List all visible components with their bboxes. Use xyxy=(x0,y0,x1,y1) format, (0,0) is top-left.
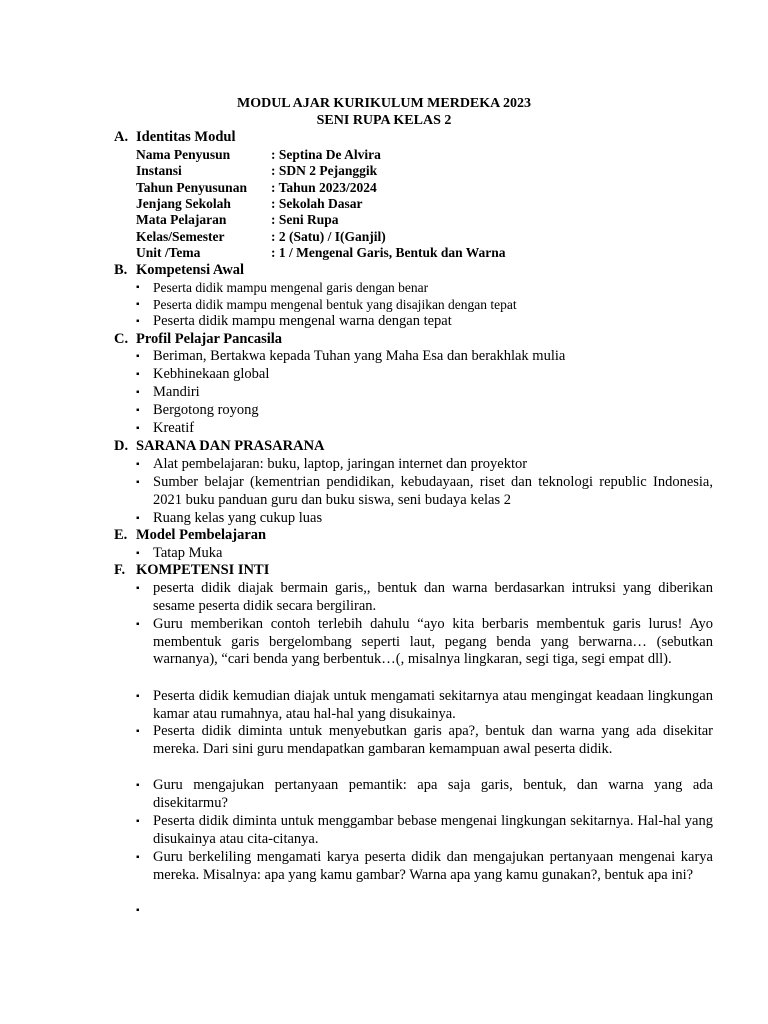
identitas-value: : SDN 2 Pejanggik xyxy=(271,163,378,178)
identitas-key: Instansi xyxy=(136,163,182,178)
identitas-key: Tahun Penyusunan xyxy=(136,180,247,195)
list-item-text: Peserta didik mampu mengenal bentuk yang disajikan dengan tepat xyxy=(153,297,517,312)
bullet-icon: ▪ xyxy=(136,316,140,327)
identitas-value: : 2 (Satu) / I(Ganjil) xyxy=(271,229,386,244)
section-label: SARANA DAN PRASARANA xyxy=(136,438,325,454)
section-label: KOMPETENSI INTI xyxy=(136,562,270,578)
section-letter: C. xyxy=(114,331,129,347)
identitas-row xyxy=(136,212,339,228)
bullet-icon: ▪ xyxy=(136,513,140,524)
identitas-value: : Sekolah Dasar xyxy=(271,196,363,211)
identitas-row xyxy=(136,245,506,261)
document-subtitle: SENI RUPA KELAS 2 xyxy=(316,113,452,128)
list-item-text: Kebhinekaan global xyxy=(153,366,270,382)
bullet-icon: ▪ xyxy=(136,691,140,702)
bullet-icon: ▪ xyxy=(136,583,140,594)
bullet-icon: ▪ xyxy=(136,852,140,863)
list-item-text: Peserta didik diminta untuk menyebutkan garis apa?, bentuk dan warna yang ada disekitar mereka. Dari sini guru mendapatkan gambaran kemampuan awal peserta didik. xyxy=(153,723,713,757)
bullet-icon: ▪ xyxy=(136,405,140,416)
bullet-icon: ▪ xyxy=(136,477,140,488)
identitas-key: Kelas/Semester xyxy=(136,229,225,244)
section-letter: A. xyxy=(114,129,129,145)
bullet-icon: ▪ xyxy=(136,459,140,470)
list-item-text: Tatap Muka xyxy=(153,545,223,561)
identitas-row xyxy=(136,196,363,212)
list-item-text: Peserta didik kemudian diajak untuk mengamati sekitarnya atau mengingat keadaan lingkungan kamar atau rumahnya, atau hal-hal yang disukainya. xyxy=(153,688,713,722)
bullet-icon: ▪ xyxy=(136,387,140,398)
identitas-value: : Seni Rupa xyxy=(271,212,339,227)
identitas-row xyxy=(136,147,381,163)
list-item-text: peserta didik diajak bermain garis,, bentuk dan warna berdasarkan intruksi yang diberikan sesame peserta didik secara bergiliran. xyxy=(153,580,713,614)
list-item-text: Guru berkeliling mengamati karya peserta didik dan mengajukan pertanyaan mengenai karya mereka. Misalnya: apa yang kamu gambar? Warna apa yang kamu gunakan?, bentuk apa ini? xyxy=(153,849,713,883)
bullet-icon: ▪ xyxy=(136,780,140,791)
section-d-heading xyxy=(114,438,325,455)
bullet-icon: ▪ xyxy=(136,282,140,293)
list-item-text: Bergotong royong xyxy=(153,402,259,418)
section-f-heading xyxy=(114,562,269,579)
section-label: Model Pembelajaran xyxy=(136,527,267,543)
bullet-icon: ▪ xyxy=(136,351,140,362)
bullet-icon: ▪ xyxy=(136,619,140,630)
identitas-row xyxy=(136,180,377,196)
bullet-icon: ▪ xyxy=(136,299,140,310)
identitas-key: Jenjang Sekolah xyxy=(136,196,231,211)
identitas-row xyxy=(136,229,386,245)
section-e-heading xyxy=(114,527,266,544)
identitas-value: : 1 / Mengenal Garis, Bentuk dan Warna xyxy=(271,245,506,260)
identitas-value: : Tahun 2023/2024 xyxy=(271,180,377,195)
bullet-icon: ▪ xyxy=(136,726,140,737)
identitas-key: Mata Pelajaran xyxy=(136,212,227,227)
identitas-key: Unit /Tema xyxy=(136,245,201,260)
list-item-text: Alat pembelajaran: buku, laptop, jaringan internet dan proyektor xyxy=(153,456,528,472)
list-item-text: Peserta didik mampu mengenal warna dengan tepat xyxy=(153,313,452,329)
list-item-text: Sumber belajar (kementrian pendidikan, kebudayaan, riset dan teknologi republic Indonesia, 2021 buku panduan guru dan buku siswa, seni budaya kelas 2 xyxy=(153,474,713,508)
list-item-text: Mandiri xyxy=(153,384,200,400)
section-letter: E. xyxy=(114,527,128,543)
list-item-text: Beriman, Bertakwa kepada Tuhan yang Maha Esa dan berakhlak mulia xyxy=(153,348,566,364)
identitas-key: Nama Penyusun xyxy=(136,147,231,162)
section-b-heading xyxy=(114,262,244,279)
section-label: Profil Pelajar Pancasila xyxy=(136,331,283,347)
bullet-icon: ▪ xyxy=(136,816,140,827)
section-letter: F. xyxy=(114,562,126,578)
list-item-text: Guru memberikan contoh terlebih dahulu “ayo kita berbaris membentuk garis lurus! Ayo membentuk garis bergelombang seperti laut, pegang benda yang berwarna… (sebutkan warnanya), “cari benda yang berbentuk…(, misalnya lingkaran, segi tiga, segi empat dll). xyxy=(153,616,713,668)
bullet-icon: ▪ xyxy=(136,548,140,559)
section-letter: D. xyxy=(114,438,129,454)
bullet-icon: ▪ xyxy=(136,369,140,380)
section-label: Identitas Modul xyxy=(136,129,236,145)
bullet-icon: ▪ xyxy=(136,423,140,434)
list-item-text: Ruang kelas yang cukup luas xyxy=(153,510,323,526)
list-item-text: Kreatif xyxy=(153,420,195,436)
list-item-text: Peserta didik diminta untuk menggambar bebase mengenai lingkungan sekitarnya. Hal-hal yang disukainya atau cita-citanya. xyxy=(153,813,713,847)
identitas-row xyxy=(136,163,378,179)
bullet-icon: ▪ xyxy=(136,905,140,916)
list-item-text: Peserta didik mampu mengenal garis dengan benar xyxy=(153,280,429,295)
document-title: MODUL AJAR KURIKULUM MERDEKA 2023 xyxy=(236,96,531,111)
list-item-text: Guru mengajukan pertanyaan pemantik: apa saja garis, bentuk, dan warna yang ada disekitarmu? xyxy=(153,777,713,811)
section-letter: B. xyxy=(114,262,128,278)
identitas-value: : Septina De Alvira xyxy=(271,147,381,162)
section-label: Kompetensi Awal xyxy=(136,262,245,278)
section-c-heading xyxy=(114,331,282,348)
section-a-heading xyxy=(114,129,236,146)
